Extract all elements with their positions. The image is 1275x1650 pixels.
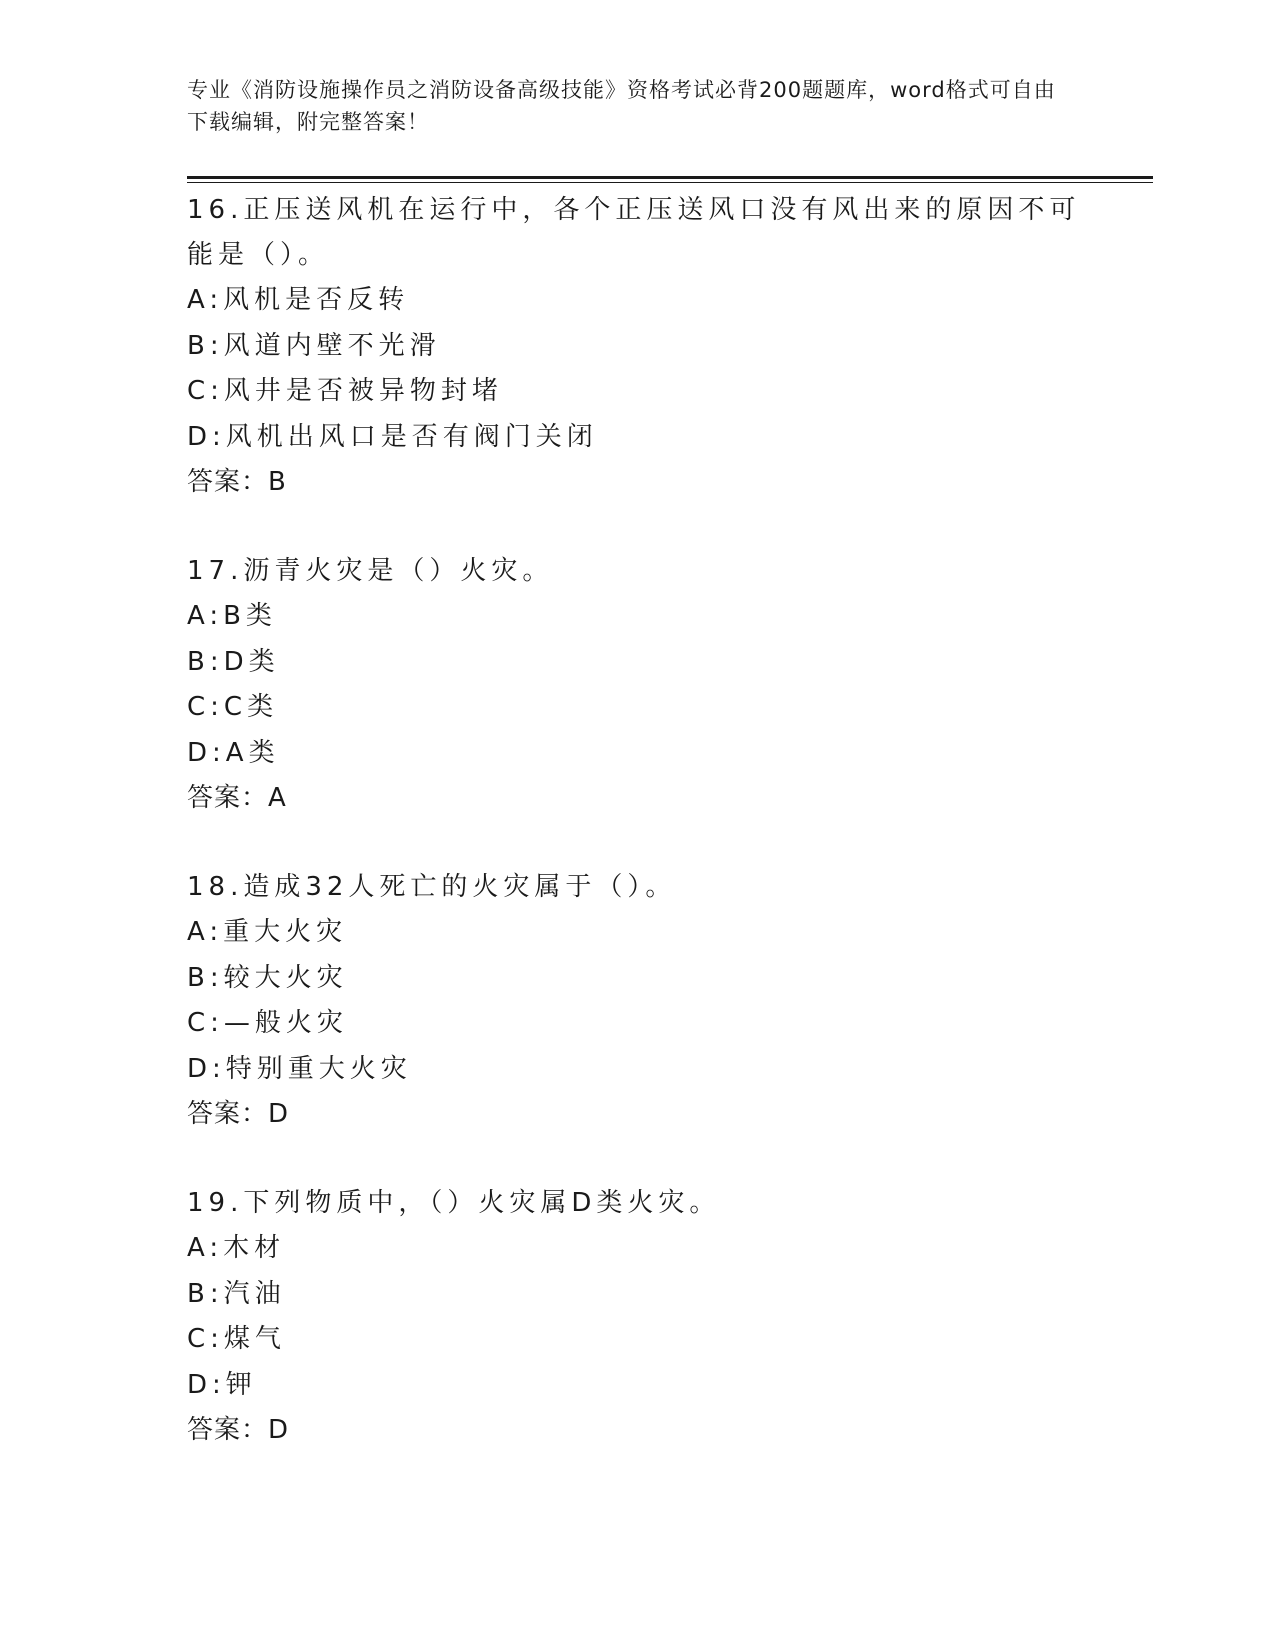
- option-d: D:特别重大火灾: [187, 1053, 412, 1084]
- option-b: B:较大火灾: [187, 962, 348, 993]
- option-b: B:D类: [187, 646, 280, 677]
- header-divider-thin: [187, 182, 1153, 183]
- option-b: B:汽油: [187, 1278, 286, 1309]
- option-d: D:A类: [187, 737, 280, 768]
- option-a: A:木材: [187, 1233, 286, 1263]
- question-19: [187, 1181, 1107, 1453]
- question-16: [187, 188, 1107, 505]
- answer-line: 答案：B: [187, 467, 287, 497]
- question-17: [187, 549, 1107, 821]
- answer-line: 答案：D: [187, 1415, 290, 1445]
- question-stem: 16.正压送风机在运行中，各个正压送风口没有风出来的原因不可能是（）。: [187, 195, 1081, 270]
- option-c: C:煤气: [187, 1324, 286, 1354]
- option-a: A:B类: [187, 601, 277, 631]
- option-c: C:风井是否被异物封堵: [187, 376, 503, 406]
- option-a: A:重大火灾: [187, 917, 348, 947]
- option-c: C:C类: [187, 692, 279, 722]
- option-c: C:—般火灾: [187, 1008, 348, 1038]
- answer-line: 答案：D: [187, 1099, 290, 1129]
- question-18: [187, 865, 1107, 1137]
- option-d: D:风机出风口是否有阀门关闭: [187, 421, 598, 452]
- question-stem: 19.下列物质中，（）火灾属D类火灾。: [187, 1188, 721, 1218]
- question-stem: 18.造成32人死亡的火灾属于（）。: [187, 872, 677, 902]
- answer-line: 答案：A: [187, 783, 287, 813]
- option-d: D:钾: [187, 1369, 257, 1400]
- header-divider-thick: [187, 176, 1153, 179]
- option-b: B:风道内壁不光滑: [187, 330, 441, 361]
- question-stem: 17.沥青火灾是（）火灾。: [187, 556, 554, 586]
- option-a: A:风机是否反转: [187, 285, 410, 315]
- question-list: [187, 188, 1107, 1497]
- document-intro-text: 专业《消防设施操作员之消防设备高级技能》资格考试必背200题题库，word格式可自由下载编辑，附完整答案！: [187, 78, 1056, 134]
